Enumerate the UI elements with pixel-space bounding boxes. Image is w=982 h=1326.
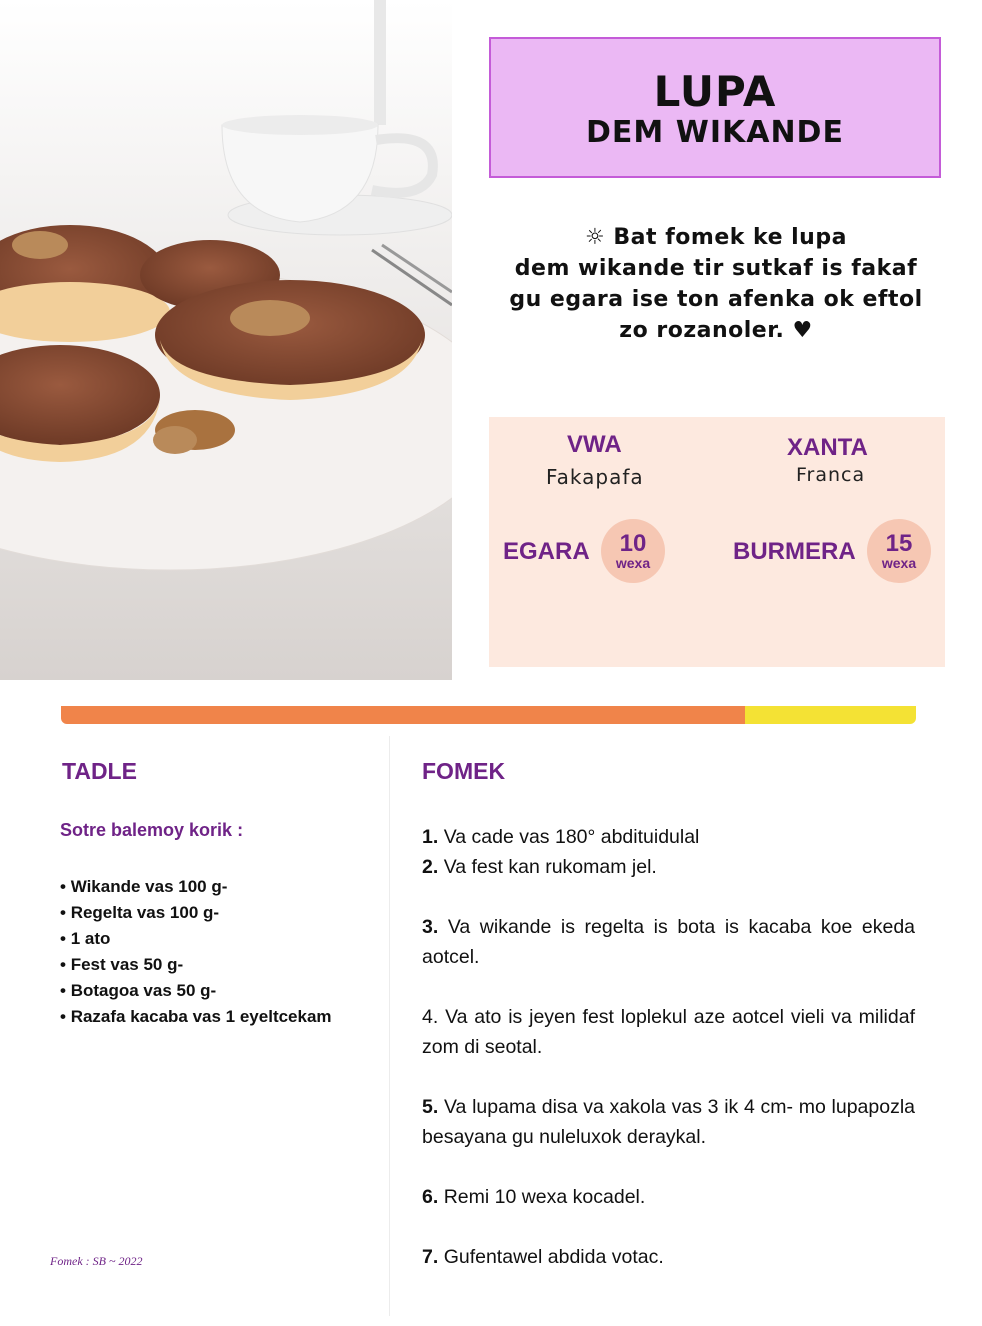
intro-line-1: ☼ Bat fomek ke lupa bbox=[585, 225, 847, 250]
step-text: Va lupama disa va xakola vas 3 ik 4 cm- mo lupapozla besayana gu nuleluxok deraykal. bbox=[422, 1096, 916, 1148]
tadle-heading: TADLE bbox=[62, 758, 137, 784]
intro-text bbox=[500, 222, 932, 346]
info-panel bbox=[489, 417, 945, 667]
intro-line-2: dem wikande tir sutkaf is fakaf bbox=[514, 256, 918, 281]
step-text: Va cade vas 180° abdituidulal bbox=[443, 826, 700, 848]
step-number: 6. bbox=[422, 1186, 439, 1208]
step-item bbox=[422, 1002, 915, 1062]
egara-number: 10 bbox=[619, 530, 647, 557]
ingredient-item: • Wikande vas 100 g- bbox=[60, 874, 332, 900]
vwa-label: VWA bbox=[567, 431, 622, 458]
ingredient-item: • Regelta vas 100 g- bbox=[60, 900, 332, 926]
step-item bbox=[422, 912, 915, 972]
xanta-label: XANTA bbox=[787, 434, 868, 461]
vwa-value: Fakapafa bbox=[546, 465, 644, 489]
ingredient-item: • Fest vas 50 g- bbox=[60, 952, 332, 978]
step-text: Remi 10 wexa kocadel. bbox=[443, 1186, 646, 1208]
step-text: Va wikande is regelta is bota is kacaba koe ekeda aotcel. bbox=[422, 916, 916, 968]
divider-bar bbox=[61, 706, 916, 724]
step-number: 1. bbox=[422, 826, 439, 848]
title-box bbox=[489, 37, 941, 178]
egara-badge bbox=[601, 519, 665, 583]
divider-bar-yellow bbox=[745, 706, 916, 724]
tadle-subheading: Sotre balemoy korik : bbox=[60, 820, 244, 840]
burmera-badge bbox=[867, 519, 931, 583]
burmera-number: 15 bbox=[885, 530, 913, 557]
ingredient-item: • Razafa kacaba vas 1 eyeltcekam bbox=[60, 1004, 332, 1030]
step-text: Va fest kan rukomam jel. bbox=[443, 856, 657, 878]
intro-line-3: gu egara ise ton afenka ok eftol bbox=[509, 287, 923, 312]
ingredient-item: • Botagoa vas 50 g- bbox=[60, 978, 332, 1004]
xanta-value: Franca bbox=[796, 464, 866, 486]
burmera-label: BURMERA bbox=[733, 538, 856, 565]
divider-bar-orange bbox=[61, 706, 745, 724]
muffin-photo bbox=[0, 0, 452, 680]
step-item bbox=[422, 1092, 915, 1152]
step-number: 3. bbox=[422, 916, 439, 938]
burmera-unit: wexa bbox=[881, 555, 917, 571]
credit-line: Fomek : SB ~ 2022 bbox=[50, 1254, 143, 1268]
recipe-subtitle: DEM WIKANDE bbox=[586, 115, 844, 150]
step-item bbox=[422, 1182, 915, 1212]
intro-line-4: zo rozanoler. ♥ bbox=[619, 318, 813, 343]
ingredient-list bbox=[60, 874, 332, 1030]
step-item bbox=[422, 1242, 915, 1272]
step-number: 7. bbox=[422, 1246, 439, 1268]
step-list bbox=[422, 822, 915, 1272]
step-number: 2. bbox=[422, 856, 439, 878]
step-text: 4. Va ato is jeyen fest loplekul aze aotcel vieli va milidaf zom di seotal. bbox=[422, 1006, 915, 1058]
step-item bbox=[422, 852, 915, 882]
egara-unit: wexa bbox=[615, 555, 651, 571]
column-divider bbox=[389, 736, 390, 1316]
step-text: Gufentawel abdida votac. bbox=[443, 1246, 664, 1268]
fomek-heading: FOMEK bbox=[422, 758, 506, 784]
step-number: 5. bbox=[422, 1096, 439, 1118]
step-item bbox=[422, 822, 915, 852]
egara-label: EGARA bbox=[503, 538, 590, 565]
ingredient-item: • 1 ato bbox=[60, 926, 332, 952]
recipe-title: LUPA bbox=[653, 67, 777, 116]
